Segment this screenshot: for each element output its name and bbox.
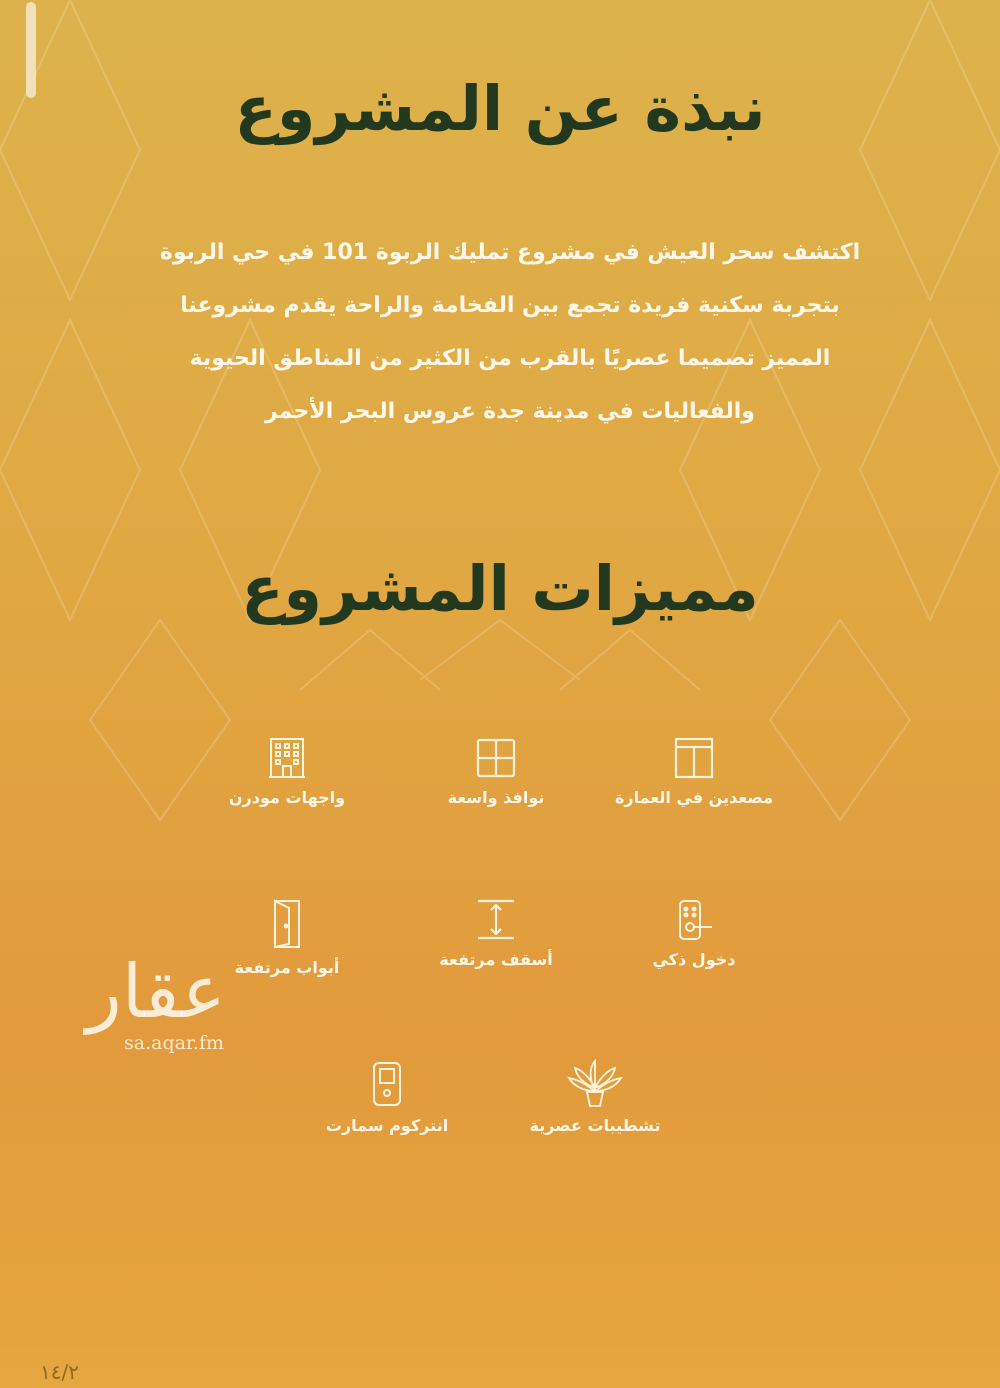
feature-smart-intercom [287, 1060, 487, 1135]
feature-label: أسقف مرتفعة [439, 950, 553, 969]
building-icon [265, 736, 309, 780]
feature-elevators [594, 736, 794, 807]
feature-label: واجهات مودرن [228, 788, 346, 807]
feature-modern-finishes [495, 1058, 695, 1135]
smart-lock-icon [672, 898, 716, 942]
about-paragraph [120, 226, 900, 438]
about-line: بتجربة سكنية فريدة تجمع بين الفخامة والراحة يقدم مشروعنا [180, 293, 840, 318]
watermark-logo-word: عقار [86, 949, 226, 1035]
ceiling-height-icon [474, 898, 518, 942]
feature-label: دخول ذكي [652, 950, 736, 969]
page-number: ١٤/٢ [40, 1360, 79, 1384]
feature-facades [187, 736, 387, 807]
plant-icon [565, 1058, 625, 1108]
about-line: والفعاليات في مدينة جدة عروس البحر الأحمر [265, 399, 755, 424]
elevator-icon [672, 736, 716, 780]
about-title: نبذة عن المشروع [234, 72, 766, 145]
intercom-icon [365, 1060, 409, 1108]
feature-label: تشطيبات عصرية [529, 1116, 661, 1135]
feature-windows [396, 736, 596, 807]
about-line: المميز تصميما عصريًا بالقرب من الكثير من المناطق الحيوية [189, 346, 831, 371]
feature-smart-entry [594, 898, 794, 969]
about-line: اكتشف سحر العيش في مشروع تمليك الربوة 101 في حي الربوة [159, 240, 861, 265]
features-title: مميزات المشروع [241, 552, 759, 625]
window-icon [474, 736, 518, 780]
feature-label: نوافذ واسعة [447, 788, 545, 807]
door-icon [265, 898, 309, 950]
aqar-watermark [86, 949, 226, 1054]
watermark-url: sa.aqar.fm [124, 1032, 225, 1054]
feature-label: انتركوم سمارت [325, 1116, 449, 1135]
feature-label: أبواب مرتفعة [234, 958, 340, 977]
feature-label: مصعدين في العمارة [614, 788, 774, 807]
feature-high-ceilings [396, 898, 596, 969]
